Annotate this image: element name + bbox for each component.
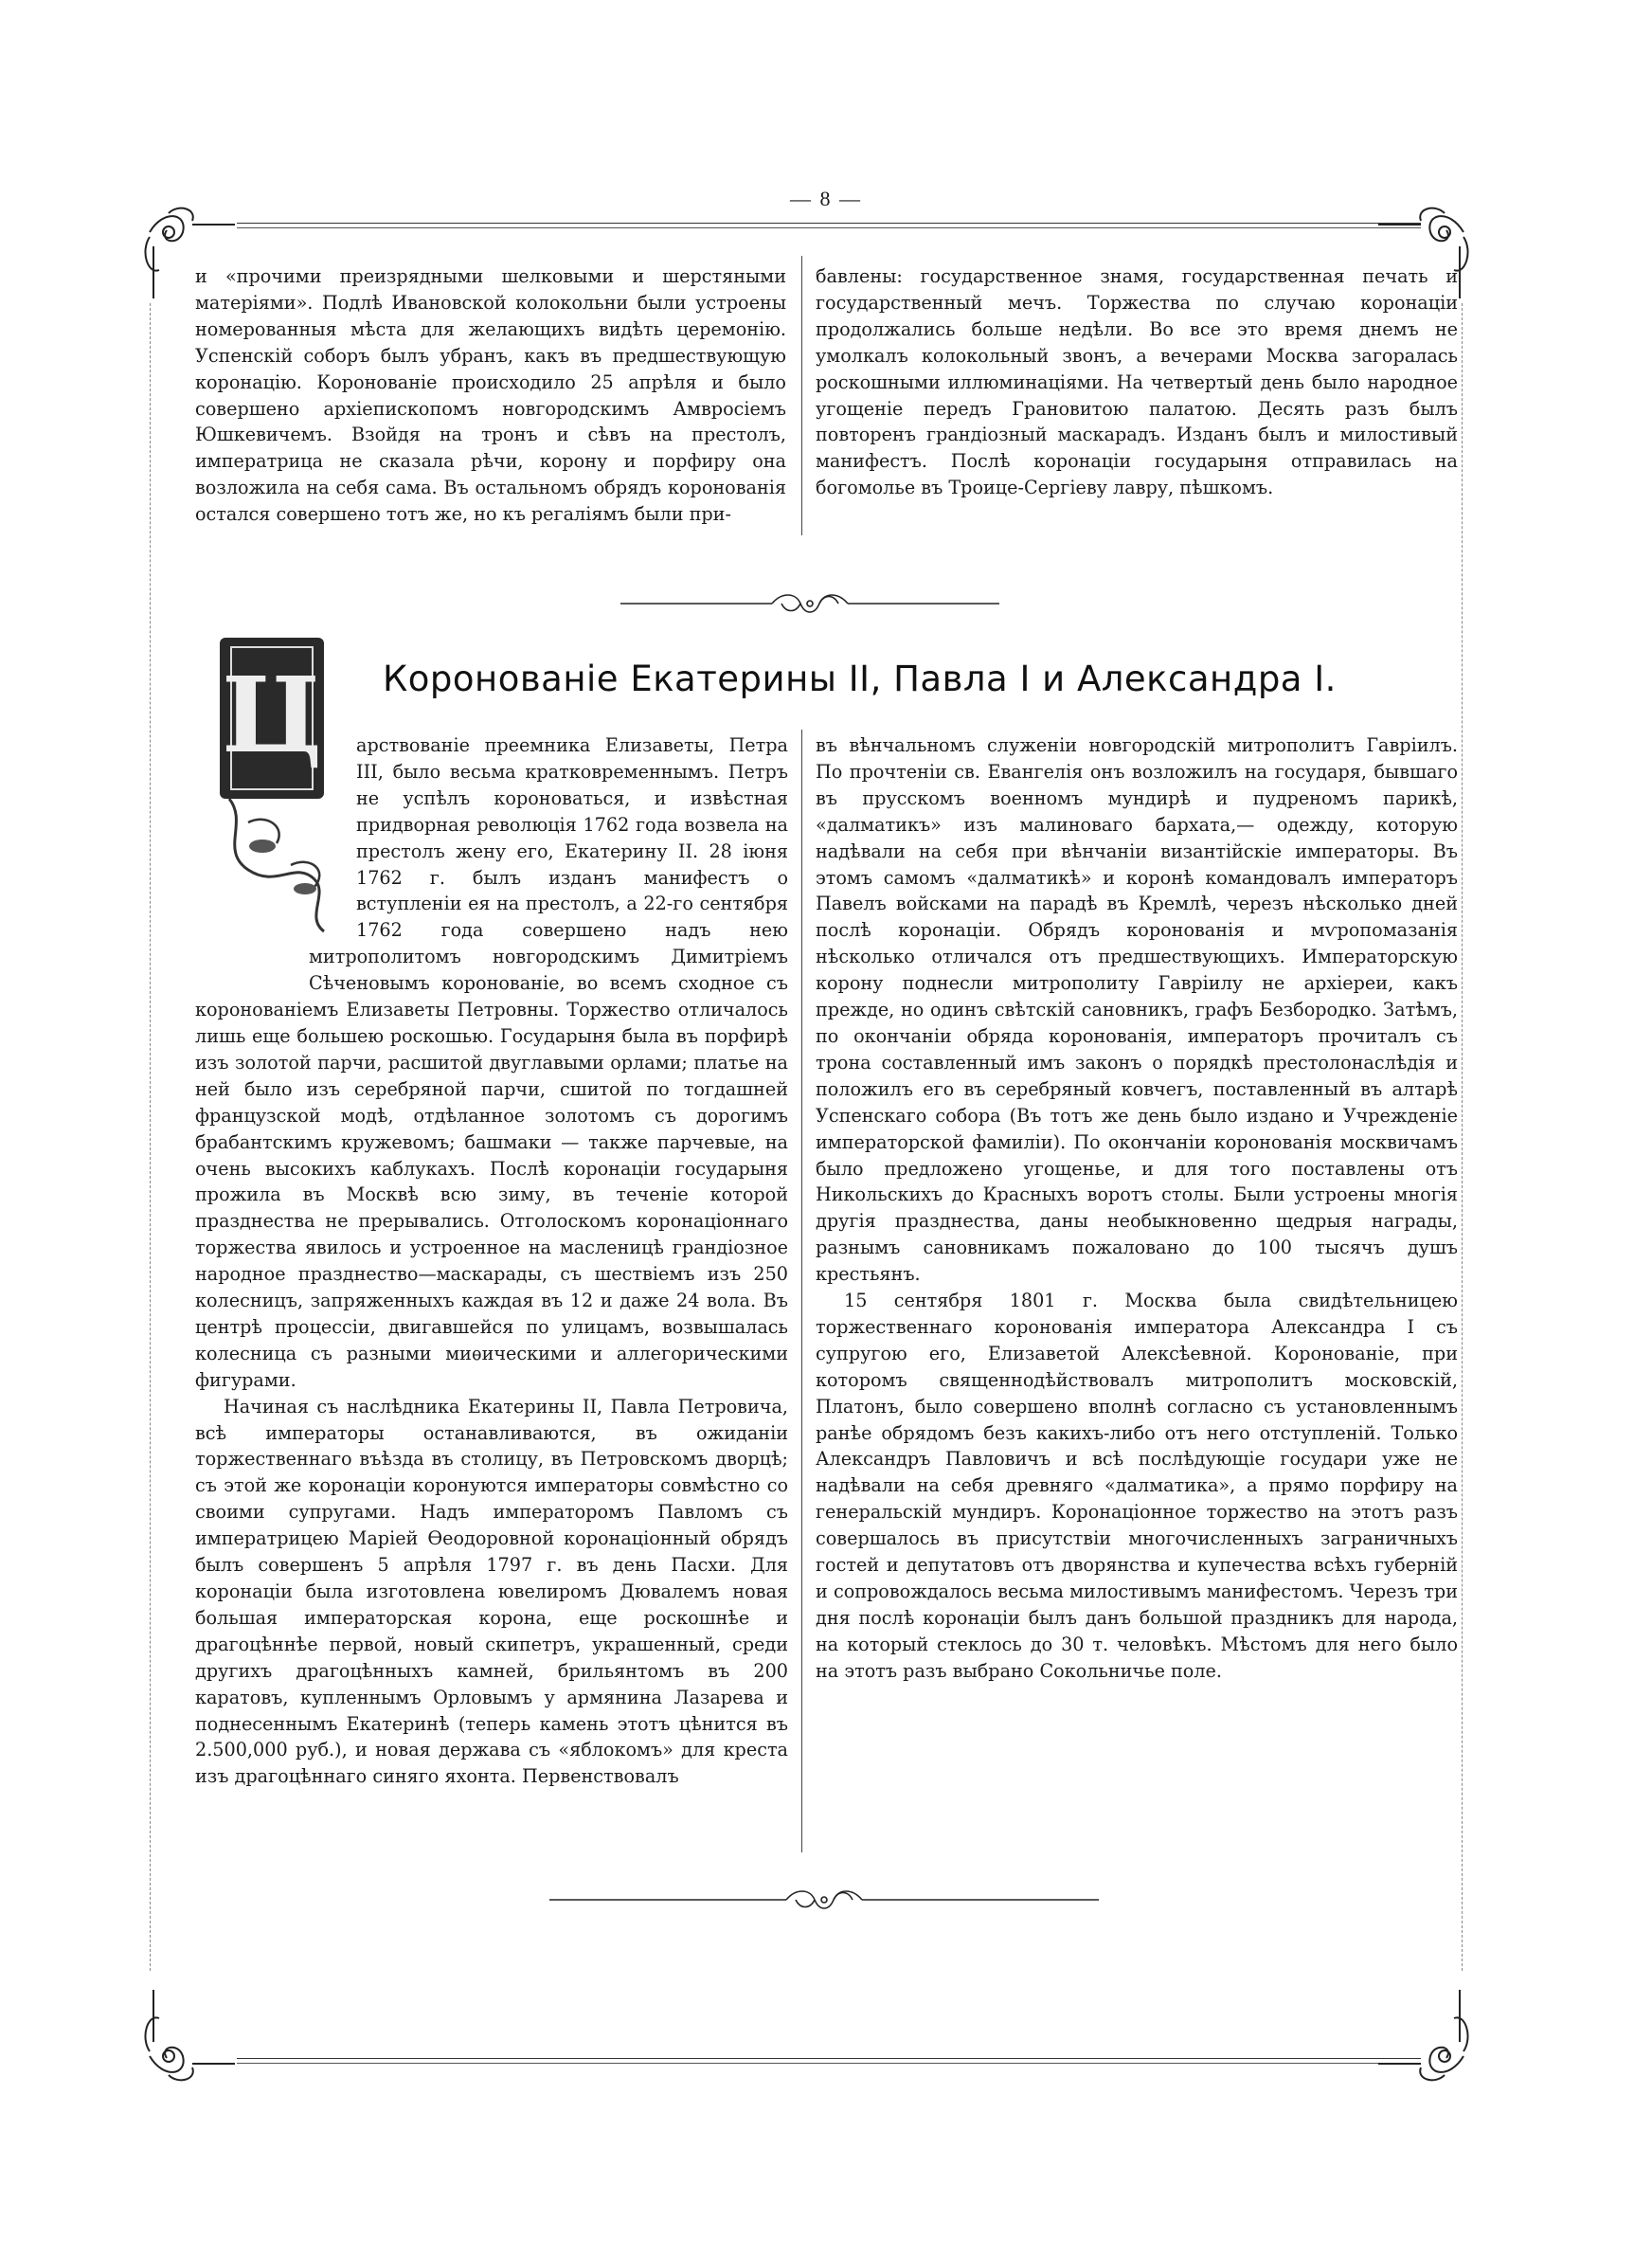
main-left-paragraph-1: арствованіе преемника Елизаветы, Петра III, было весьма кратковременнымъ. Петръ не успѣлъ короноваться, и извѣстная придворная революція 1762 года возвела на престолъ жену его, Екатерину II. 28 іюня 1762 г. былъ изданъ манифестъ о вступленіи ея на престолъ, а 22-го сентября 1762 года совершено надъ нею митрополитомъ новгородскимъ Димитріемъ Сѣченовымъ коронованіе, во всемъ сходное съ коронованіемъ Елизаветы Петровны. Торжество отличалось лишь еще большею роскошью. Государыня была въ порфирѣ изъ золотой парчи, расшитой двуглавыми орлами; платье на ней было изъ серебряной парчи, сшитой по тогдашней французской модѣ, отдѣланное золотомъ съ дорогимъ брабантскимъ кружевомъ; башмаки — также парчевые, на очень высокихъ каблукахъ. Послѣ коронаціи государыня прожила въ Москвѣ всю зиму, въ теченіе которой празднества не прерывались. Отголоскомъ коронаціоннаго торжества явилось и устроенное на масленицѣ грандіозное народное празднество—маскарады, съ шествіемъ изъ 250 колесницъ, запряженныхъ каждая въ 12 и даже 24 вола. Въ центрѣ процессіи, двигавшейся по улицамъ, возвышалась колесница съ разными миѳическими и аллегорическими фигурами. [195,734,788,1391]
floral-corner-icon [140,1980,244,2085]
top-right-paragraph: бавлены: государственное знамя, государственная печать и государственный мечъ. Торжества по случаю коронаціи продолжались больше недѣли. Во все это время днемъ не умолкалъ колокольный звонъ, а вечерами Москва загоралась роскошными иллюминаціями. На четвертый день было народное угощеніе передъ Грановитою палатою. Десять разъ былъ повторенъ грандіозный маскарадъ. Изданъ былъ и милостивый манифестъ. Послѣ коронаціи государыня отправилась на богомолье въ Троице-Сергіеву лавру, пѣшкомъ. [816,265,1458,499]
top-left-paragraph: и «прочими преизрядными шелковыми и шерстяными матеріями». Подлѣ Ивановской колокольни были устроены номерованныя мѣста для желающихъ видѣть церемонію. Успенскій соборъ былъ убранъ, какъ въ предшествующую коронацію. Коронованіе происходило 25 апрѣля и было совершено архіепископомъ новгородскимъ Амвросіемъ Юшкевичемъ. Взойдя на тронъ и сѣвъ на престолъ, императрица не сказала рѣчи, корону и порфиру она возложила на себя сама. Въ остальномъ обрядъ коронованія остался совершено тотъ же, но къ регаліямъ были при- [195,265,786,526]
column-divider [801,256,802,535]
main-right-column [816,732,1458,1685]
scroll-separator-icon [549,1886,1099,1914]
section-title: Коронованіе Екатерины II, Павла I и Александра I. [383,659,1337,699]
dropcap-letter: Ц [221,654,323,776]
bottom-border-rule [237,2058,1421,2062]
main-right-paragraph-1: въ вѣнчальномъ служеніи новгородскій митрополитъ Гавріилъ. По прочтеніи св. Евангелія онъ возложилъ на государя, бывшаго въ прусскомъ военномъ мундирѣ и пудреномъ парикѣ, «далматикъ» изъ малиноваго бархата,— одежду, которую надѣвали на себя при вѣнчаніи византійскіе императоры. Въ этомъ самомъ «далматикѣ» и коронѣ командовалъ императоръ Павелъ войсками на парадѣ въ Кремлѣ, черезъ нѣсколько дней послѣ коронаціи. Обрядъ коронованія и мѵропомазанія нѣсколько отличался отъ предшествующихъ. Императорскую корону поднесли митрополиту Гавріилу не архіереи, какъ прежде, но одинъ свѣтскій сановникъ, графъ Безбородко. Затѣмъ, по окончаніи обряда коронованія, императоръ прочиталъ съ трона составленный имъ законъ о порядкѣ престолонаслѣдія и положилъ его въ серебряный ковчегъ, поставленный въ алтарѣ Успенскаго собора (Въ тотъ же день было издано и Учрежденіе императорской фамиліи). По окончаніи коронованія москвичамъ было предложено угощенье, и для того поставлены отъ Никольскихъ до Красныхъ воротъ столы. Были устроены многія другія празднества, даны необыкновенно щедрыя награды, разнымъ сановникамъ пожаловано до 100 тысячъ душъ крестьянъ. [816,734,1458,1286]
main-left-column [195,732,788,1790]
top-right-column [816,263,1458,501]
main-left-paragraph-2: Начиная съ наслѣдника Екатерины II, Павла Петровича, всѣ императоры останавливаются, въ ожиданіи торжественнаго въѣзда въ столицу, въ Петровскомъ дворцѣ; съ этой же коронаціи коронуются императоры совмѣстно со своими супругами. Надъ императоромъ Павломъ съ императрицею Маріей Ѳеодоровной коронаціонный обрядъ былъ совершенъ 5 апрѣля 1797 г. въ день Пасхи. Для коронаціи была изготовлена ювелиромъ Дювалемъ новая большая императорская корона, еще роскошнѣе и драгоцѣннѣе первой, новый скипетръ, украшенный, среди другихъ драгоцѣнныхъ камней, брильянтомъ въ 200 каратовъ, купленнымъ Орловымъ у армянина Лазарева и поднесеннымъ Екатеринѣ (теперь камень этотъ цѣнится въ 2.500,000 руб.), и новая держава съ «яблокомъ» для креста изъ драгоцѣннаго синяго яхонта. Первенствовалъ [195,1395,788,1788]
column-divider [801,730,802,1852]
page-number: — 8 — [790,187,862,210]
main-right-paragraph-2: 15 сентября 1801 г. Москва была свидѣтельницею торжественнаго коронованія императора Александра I съ супругою его, Елизаветой Алексѣевной. Коронованіе, при которомъ священнодѣйствовалъ митрополитъ московскій, Платонъ, было совершено вполнѣ согласно съ установленнымъ ранѣе обрядомъ безъ какихъ-либо отъ него отступленій. Только Александръ Павловичъ и всѣ послѣдующіе государи уже не надѣвали на себя древняго «далматика», а прямо порфиру на генеральскій мундиръ. Коронаціонное торжество на этотъ разъ совершалось въ присутствіи многочисленныхъ заграничныхъ гостей и депутатовъ отъ дворянства и купечества всѣхъ губерній и сопровождалось весьма милостивымъ манифестомъ. Черезъ три дня послѣ коронаціи былъ данъ большой праздникъ для народа, на который стеклось до 30 т. человѣкъ. Мѣстомъ для него было на этотъ разъ выбрано Сокольничье поле. [816,1290,1458,1682]
right-border-rule [1462,303,1463,1971]
top-left-column [195,263,786,528]
scroll-separator-icon [620,589,999,618]
floral-corner-icon [1369,1980,1473,2085]
top-border-rule [237,223,1421,226]
left-border-rule [150,303,152,1971]
